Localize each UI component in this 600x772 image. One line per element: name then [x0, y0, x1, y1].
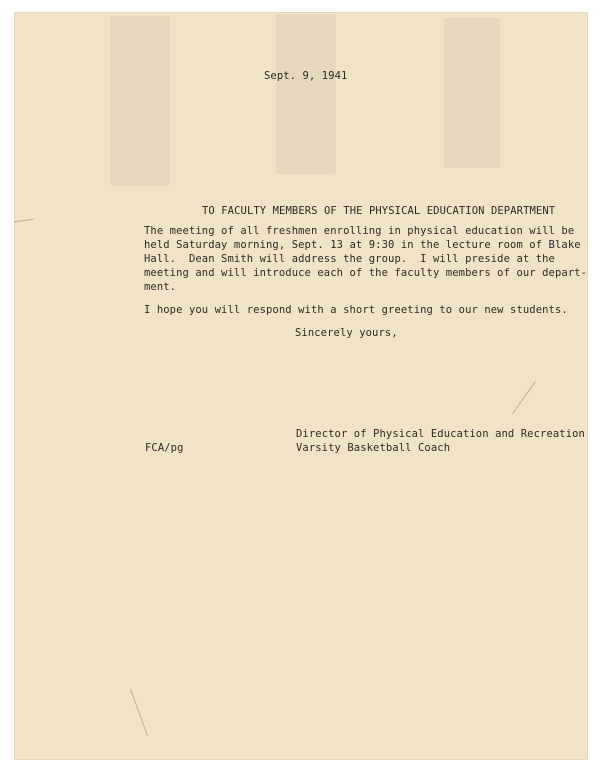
letter-page — [14, 12, 588, 760]
letter-date: Sept. 9, 1941 — [264, 70, 348, 82]
paragraph1-line: ment. — [144, 281, 177, 293]
paragraph1-line: meeting and will introduce each of the faculty members of our depart- — [144, 267, 588, 279]
ink-smudge-left — [110, 16, 170, 186]
closing: Sincerely yours, — [295, 327, 398, 339]
typist-initials: FCA/pg — [145, 442, 184, 454]
pencil-mark-bottom — [130, 689, 148, 736]
ink-smudge-center — [276, 14, 336, 174]
signature-title-line: Director of Physical Education and Recreation — [296, 428, 585, 440]
pencil-mark-right — [512, 381, 536, 414]
paragraph1-line: The meeting of all freshmen enrolling in physical education will be — [144, 225, 575, 237]
signature-title-line: Varsity Basketball Coach — [296, 442, 451, 454]
paragraph2: I hope you will respond with a short greeting to our new students. — [144, 304, 568, 316]
pencil-mark-left — [14, 219, 34, 223]
ink-smudge-right — [444, 18, 500, 168]
letter-heading: TO FACULTY MEMBERS OF THE PHYSICAL EDUCATION DEPARTMENT — [202, 205, 556, 217]
paragraph1-line: held Saturday morning, Sept. 13 at 9:30 in the lecture room of Blake — [144, 239, 581, 251]
paragraph1-line: Hall. Dean Smith will address the group. I will preside at the — [144, 253, 555, 265]
